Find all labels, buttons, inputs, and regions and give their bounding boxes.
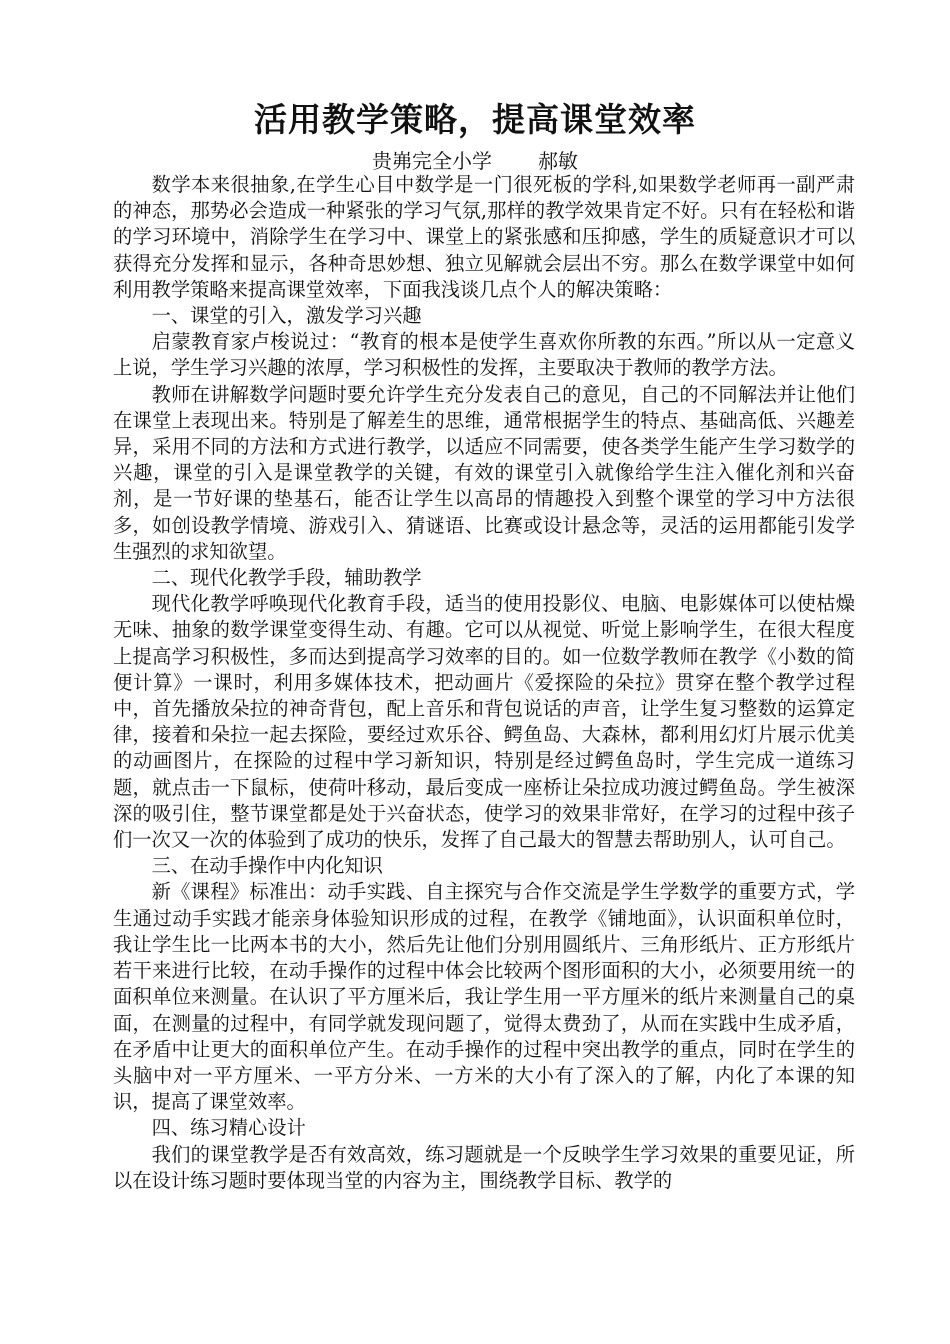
paragraph: 我们的课堂教学是否有效高效，练习题就是一个反映学生学习效果的重要见证，所以在设计练习题时要体现当堂的内容为主，围绕教学目标、教学的 (113, 1142, 855, 1192)
document-title: 活用教学策略，提高课堂效率 (254, 100, 696, 139)
paragraph: 现代化教学呼唤现代化教育手段，适当的使用投影仪、电脑、电影媒体可以使枯燥无味、抽象的数学课堂变得生动、有趣。它可以从视觉、听觉上影响学生，在很大程度上提高学习积极性，多而达到提高学习效率的目的。如一位数学教师在教学《小数的简便计算》一课时，利用多媒体技术，把动画片《爱探险的朵拉》贯穿在整个教学过程中，首先播放朵拉的神奇背包，配上音乐和背包说话的声音，让学生复习整数的运算定律，接着和朵拉一起去探险，要经过欢乐谷、鳄鱼岛、大森林，都利用幻灯片展示优美的动画图片，在探险的过程中学习新知识，特别是经过鳄鱼岛时，学生完成一道练习题，就点击一下鼠标，使荷叶移动，最后变成一座桥让朵拉成功渡过鳄鱼岛。学生被深深的吸引住，整节课堂都是处于兴奋状态，使学习的效果非常好，在学习的过程中孩子们一次又一次的体验到了成功的快乐，发挥了自己最大的智慧去帮助别人，认可自己。 (113, 592, 855, 852)
section-heading-3: 三、在动手操作中内化知识 (151, 854, 383, 878)
paragraph: 新《课程》标准出：动手实践、自主探究与合作交流是学生学数学的重要方式，学生通过动手实践才能亲身体验知识形成的过程，在教学《铺地面》，认识面积单位时，我让学生比一比两本书的大小，然后先让他们分别用圆纸片、三角形纸片、正方形纸片若干来进行比较，在动手操作的过程中体会比较两个图形面积的大小，必须要用统一的面积单位来测量。在认识了平方厘米后，我让学生用一平方厘米的纸片来测量自己的桌面，在测量的过程中，有同学就发现问题了，觉得太费劲了，从而在实践中生成矛盾，在矛盾中让更大的面积单位产生。在动手操作的过程中突出教学的重点，同时在学生的头脑中对一平方厘米、一平方分米、一方米的大小有了深入的了解，内化了本课的知识，提高了课堂效率。 (113, 880, 855, 1114)
paragraph: 启蒙教育家卢梭说过：“教育的根本是使学生喜欢你所教的东西。”所以从一定意义上说，学生学习兴趣的浓厚，学习积极性的发挥，主要取决于教师的教学方法。 (113, 330, 855, 380)
author-school: 贵岪完全小学 (372, 149, 492, 173)
author-name: 郝敏 (538, 149, 578, 173)
section-heading-4: 四、练习精心设计 (151, 1116, 306, 1140)
section-heading-1: 一、课堂的引入，激发学习兴趣 (151, 304, 422, 328)
document-body (113, 172, 855, 1194)
paragraph-intro: 数学本来很抽象,在学生心目中数学是一门很死板的学科,如果数学老师再一副严肃的神态，那势必会造成一种紧张的学习气氛,那样的教学效果肯定不好。只有在轻松和谐的学习环境中，消除学生在学习中、课堂上的紧张感和压抑感，学生的质疑意识才可以获得充分发挥和显示，各种奇思妙想、独立见解就会层出不穷。那么在数学课堂中如何利用教学策略来提高课堂效率，下面我浅谈几点个人的解决策略： (113, 173, 855, 301)
paragraph: 教师在讲解数学问题时要允许学生充分发表自己的意见，自己的不同解法并让他们在课堂上表现出来。特别是了解差生的思维，通常根据学生的特点、基础高低、兴趣差异，采用不同的方法和方式进行教学，以适应不同需要，使各类学生能产生学习数学的兴趣，课堂的引入是课堂教学的关键，有效的课堂引入就像给学生注入催化剂和兴奋剂，是一节好课的垫基石，能否让学生以高昂的情趣投入到整个课堂的学习中方法很多，如创设教学情境、游戏引入、猜谜语、比赛或设计悬念等，灵活的运用都能引发学生强烈的求知欲望。 (113, 382, 855, 563)
section-heading-2: 二、现代化教学手段，辅助教学 (151, 566, 422, 590)
